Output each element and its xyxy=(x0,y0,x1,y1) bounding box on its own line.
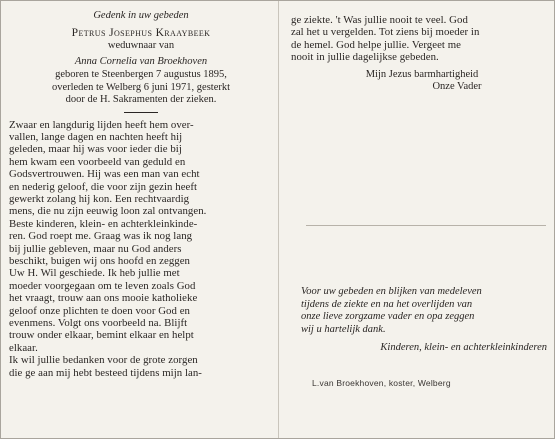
divider xyxy=(124,112,158,113)
bio-line: door de H. Sakramenten der zieken. xyxy=(65,94,217,105)
printer-credit: L.van Broekhoven, koster, Welberg xyxy=(312,378,451,388)
bio-line: geboren te Steenbergen 7 augustus 1895, xyxy=(55,69,227,80)
text-line: het vraagt, trouw aan ons mooie katholieke xyxy=(9,292,198,305)
text-line: Uw H. Wil geschiede. Ik heb jullie met xyxy=(9,267,180,280)
text-line: Ik wil jullie bedanken voor de grote zorgen xyxy=(9,354,198,367)
text-line: Beste kinderen, klein- en achterkleinkinde- xyxy=(9,217,198,230)
right-panel xyxy=(291,14,553,94)
text-line: evenmens. Volgt ons voorbeeld na. Blijft xyxy=(9,317,188,329)
text-line: geloof onze plichten te doen voor God en xyxy=(9,304,190,317)
text-line: bij jullie gebleven, maar nu God anders xyxy=(9,242,182,255)
text-line: gewerkt zolang hij kon. Een rechtvaardig xyxy=(9,192,190,205)
thanks-text xyxy=(301,286,549,336)
text-line: hem kwam een voorbeeld van geduld en xyxy=(9,155,186,168)
text-line: vallen, lange dagen en nachten heeft hij xyxy=(9,130,183,143)
text-line: beschikt, buigen wij ons hoofd en zeggen xyxy=(9,254,191,267)
text-line: Godsvertrouwen. Hij was een man van echt xyxy=(9,168,200,181)
widower-label: weduwnaar van xyxy=(107,40,175,51)
text-line: ge ziekte. 't Was jullie nooit te veel. God xyxy=(291,14,468,26)
spouse-name: Anna Cornelia van Broekhoven xyxy=(74,55,208,67)
separator-line xyxy=(306,225,546,226)
text-line: Zwaar en langdurig lijden heeft hem over- xyxy=(9,118,194,131)
text-line: die ge aan mij hebt besteed tijdens mijn lan- xyxy=(9,366,202,379)
heading: Gedenk in uw gebeden xyxy=(93,10,189,21)
bio-line: overleden te Welberg 6 juni 1971, gesterkt xyxy=(51,81,231,93)
deceased-name: Petrus Josephus Kraaybeek xyxy=(71,27,211,39)
thanks-block xyxy=(301,286,549,355)
text-line: geleden, maar hij was voor ieder die bij xyxy=(9,143,182,156)
text-line: nooit in jullie dagelijkse gebeden. xyxy=(291,51,439,64)
text-line: ren. God roept me. Graag was ik nog lang xyxy=(9,230,193,243)
right-body-text xyxy=(291,14,553,64)
text-line: wij u hartelijk dank. xyxy=(301,323,386,335)
text-line: onze lieve zorgzame vader en opa zeggen xyxy=(301,311,475,322)
text-line: tijdens de ziekte en na het overlijden van xyxy=(301,298,473,310)
text-line: moeder voorgegaan om te leven zoals God xyxy=(9,279,196,292)
text-line: mens, die nu zijn eeuwig loon zal ontvangen. xyxy=(9,205,207,218)
prayer-line: Mijn Jezus barmhartigheid xyxy=(365,68,479,80)
text-line: elkaar. xyxy=(9,341,38,354)
text-line: en nederig geloof, die voor zijn gezin heeft xyxy=(9,180,198,193)
left-panel xyxy=(9,10,273,379)
text-line: Voor uw gebeden en blijken van medeleven xyxy=(301,286,482,297)
fold-line xyxy=(278,1,279,438)
family-signature: Kinderen, klein- en achterkleinkinderen xyxy=(380,342,547,353)
text-line: de hemel. God helpe jullie. Vergeet me xyxy=(291,38,461,51)
closing-line: Onze Vader xyxy=(432,81,482,93)
text-line: zal het u vergelden. Tot ziens bij moeder in xyxy=(291,26,480,39)
left-body-text xyxy=(9,119,273,380)
text-line: trouw onder elkaar, bemint elkaar en helpt xyxy=(9,329,194,342)
